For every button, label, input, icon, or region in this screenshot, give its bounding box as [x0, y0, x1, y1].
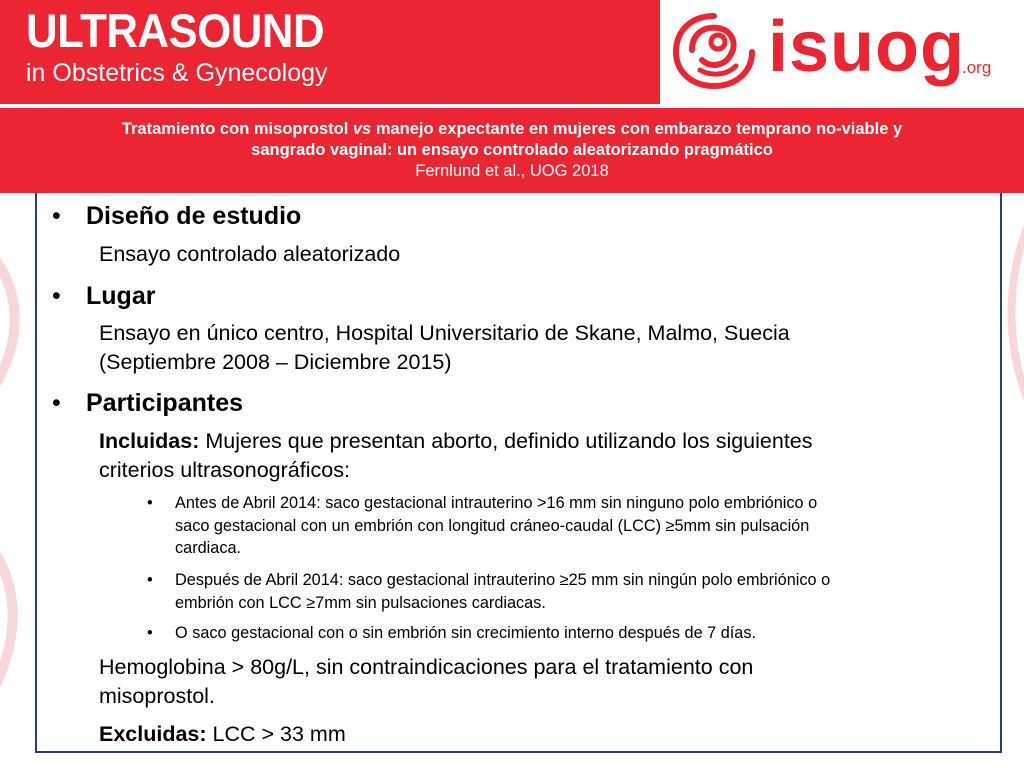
journal-subtitle: in Obstetrics & Gynecology [26, 59, 328, 87]
journal-header [0, 0, 1024, 104]
hemoglobin-line1: Hemoglobina > 80g/L, sin contraindicaciones para el tratamiento con [99, 655, 754, 679]
article-title-line1: Tratamiento con misoprostol vs manejo expectante en mujeres con embarazo temprano no-viable y [121, 120, 903, 138]
article-citation: Fernlund et al., UOG 2018 [415, 162, 609, 180]
criterion-item: • O saco gestacional con o sin embrión sin crecimiento interno después de 7 días. [147, 622, 977, 645]
logo-suffix: .org [962, 58, 992, 77]
section-heading: Participantes [86, 389, 244, 417]
criterion-item: • Antes de Abril 2014: saco gestacional intrauterino >16 mm sin ninguno polo embriónico o saco gestacional con un embrión con longitud cráneo-caudal (LCC) ≥5mm sin pulsación cardiaca. [147, 494, 818, 557]
decorative-arcs-right [1004, 193, 1024, 768]
bullet: • [147, 624, 153, 642]
location-text-line1: Ensayo en único centro, Hospital Universitario de Skane, Malmo, Suecia [99, 321, 790, 345]
bullet: • [52, 282, 61, 310]
section-heading: Lugar [86, 282, 156, 310]
included-line2: criterios ultrasonográficos: [99, 458, 350, 482]
bullet: • [147, 571, 153, 589]
fetus-emblem-icon [670, 10, 758, 90]
included-criteria [99, 427, 979, 485]
bullet: • [52, 389, 61, 417]
location-text [99, 319, 979, 377]
section-heading: Diseño de estudio [86, 202, 302, 230]
study-design-text: Ensayo controlado aleatorizado [99, 242, 401, 266]
content-box [35, 193, 1002, 753]
excluded-criteria [99, 720, 979, 749]
included-line1: Incluidas: Mujeres que presentan aborto, definido utilizando los siguientes [99, 429, 813, 453]
hemoglobin-line2: misoprostol. [99, 684, 215, 708]
excluded-label: Excluidas: [99, 722, 207, 746]
bullet: • [147, 494, 153, 512]
bullet: • [52, 202, 61, 230]
logo-wordmark: isuog [768, 7, 965, 87]
article-title-line2: sangrado vaginal: un ensayo controlado aleatorizando pragmático [251, 141, 773, 159]
location-text-line2: (Septiembre 2008 – Diciembre 2015) [99, 350, 452, 374]
isuog-logo [660, 0, 1024, 104]
excluded-text: LCC > 33 mm [212, 722, 346, 746]
hemoglobin-criteria [99, 653, 979, 711]
article-title-band [0, 108, 1024, 193]
decorative-arcs-left [0, 193, 40, 768]
criterion-item: • Después de Abril 2014: saco gestacional intrauterino ≥25 mm sin ningún polo embriónico o embrión con LCC ≥7mm sin pulsaciones cardiacas. [147, 571, 831, 612]
journal-title: ULTRASOUND [26, 4, 325, 57]
included-label: Incluidas: [99, 429, 200, 453]
